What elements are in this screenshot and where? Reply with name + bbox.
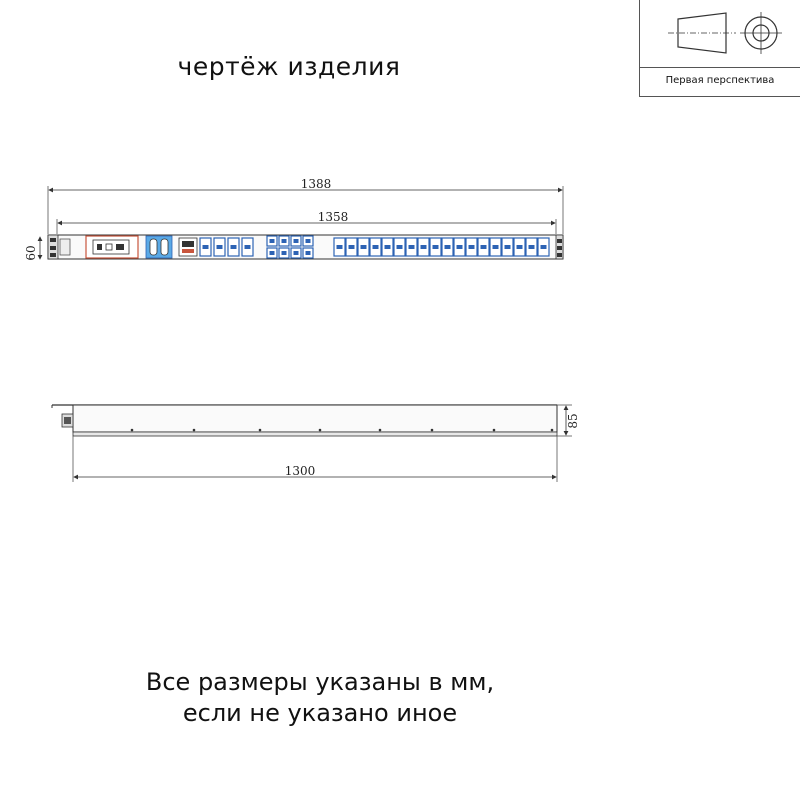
outlet-socket-icon [306,239,311,243]
dimension-side-length [73,436,557,482]
outlet-socket-icon [306,251,311,255]
outlet-socket-icon [541,245,547,249]
switch-module [146,236,172,258]
side-view [52,405,580,482]
outlet-socket-icon [349,245,355,249]
outlet-socket-icon [397,245,403,249]
outlet-socket-icon [203,245,209,249]
side-length-label: 1300 [284,464,316,478]
display-module [179,238,197,256]
outlet-socket-icon [493,245,499,249]
outlet-socket-icon [270,239,275,243]
pdu-body-side [73,405,557,432]
mounting-length-label: 1358 [317,210,349,224]
drawing-title: чертёж изделия [177,52,401,81]
outlet-socket-icon [270,251,275,255]
outlet-socket-icon [294,239,299,243]
outlet-socket-icon [294,251,299,255]
outlet-socket-icon [469,245,475,249]
dimension-overall-length [48,177,563,234]
outlet-socket-icon [245,245,251,249]
outlet-socket-icon [217,245,223,249]
dimension-side-height [557,405,580,436]
outlet-socket-icon [361,245,367,249]
height-label: 60 [24,245,38,261]
outlet-socket-icon [385,245,391,249]
outlet-socket-icon [433,245,439,249]
cable-gland [62,414,73,427]
outlet-socket-icon [481,245,487,249]
outlet-socket-icon [373,245,379,249]
breaker-module [86,236,138,258]
top-view [24,177,563,261]
outlet-socket-icon [421,245,427,249]
outlet-socket-icon [505,245,511,249]
outlet-socket-icon [337,245,343,249]
outlet-socket-icon [457,245,463,249]
footer-line-1: Все размеры указаны в мм, [145,668,495,696]
overall-length-label: 1388 [300,177,332,191]
dimension-height [24,237,40,261]
projection-label: Первая перспектива [665,75,775,86]
outlet-socket-icon [282,239,287,243]
outlet-socket-icon [445,245,451,249]
footer-note [0,667,640,729]
outlet-socket-icon [282,251,287,255]
outlet-socket-icon [529,245,535,249]
outlet-socket-icon [517,245,523,249]
outlet-socket-icon [409,245,415,249]
footer-line-2: если не указано иное [182,699,458,727]
dimension-mounting-length [57,210,556,234]
outlet-socket-icon [231,245,237,249]
right-end-cap [556,235,563,259]
outlet-row [200,236,549,258]
side-height-label: 85 [566,413,580,429]
